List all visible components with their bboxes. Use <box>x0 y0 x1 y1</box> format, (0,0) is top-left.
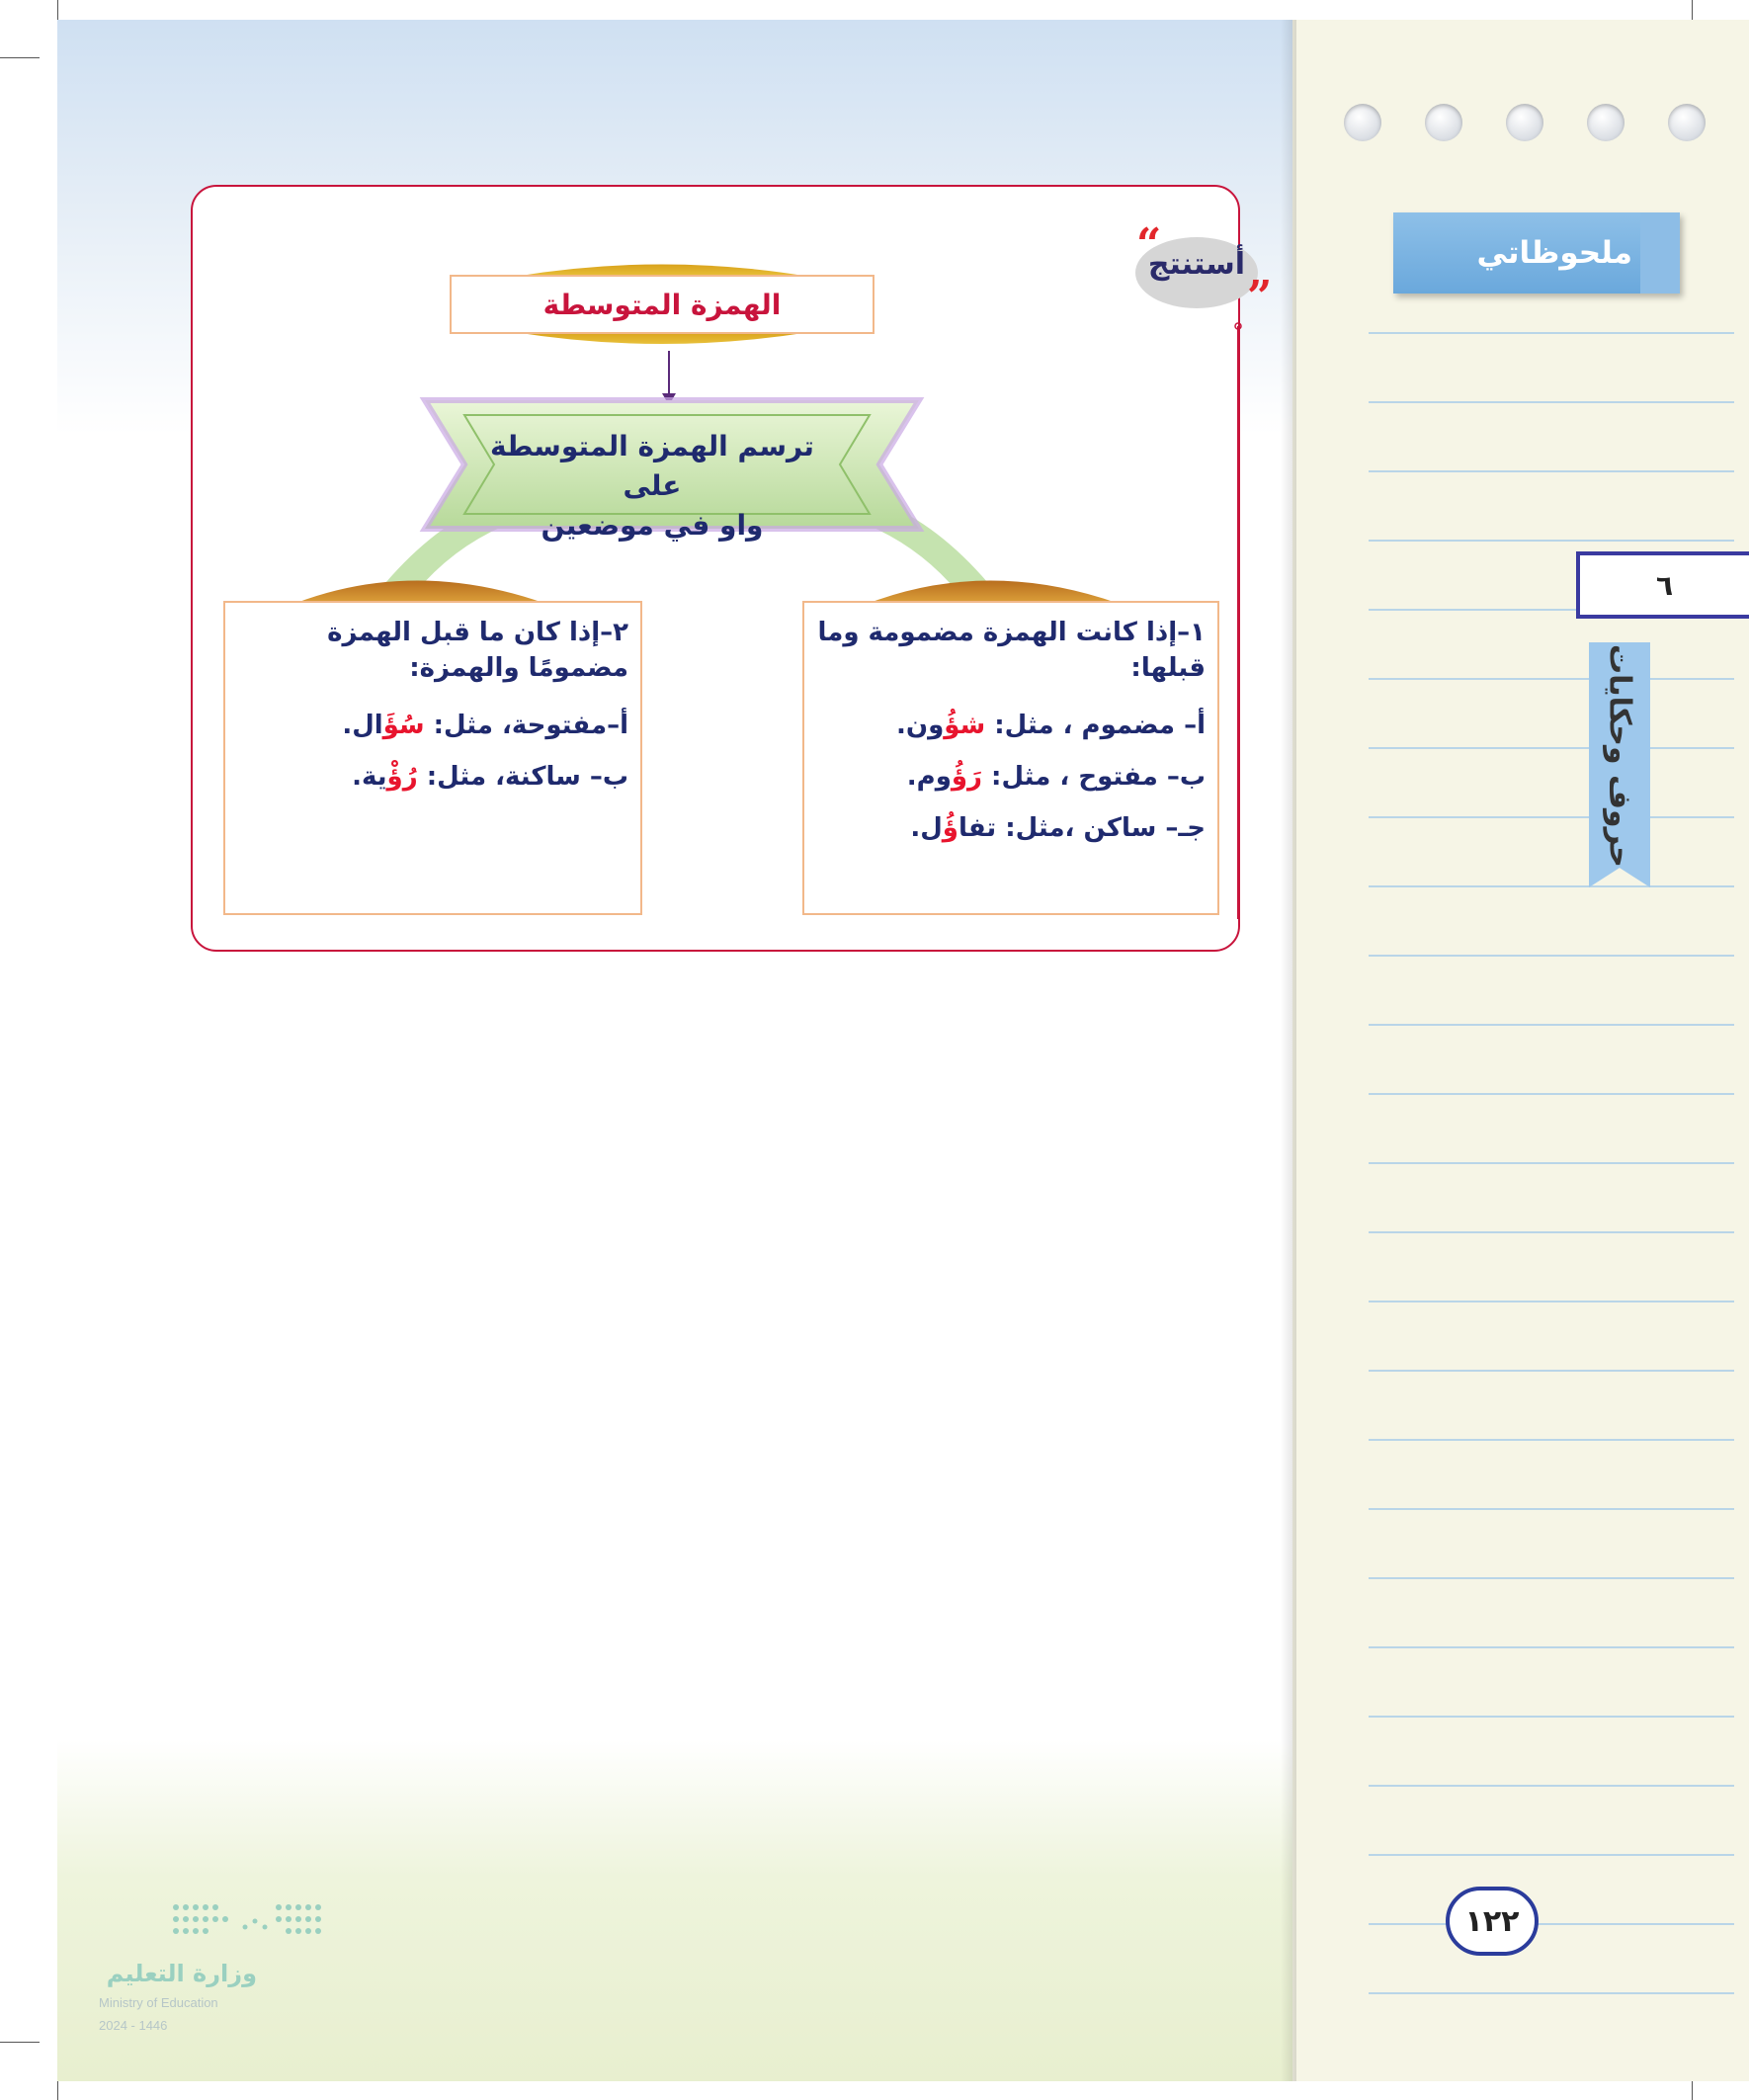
item-text: أ–مفتوحة، مثل: <box>424 711 628 740</box>
quote-mark-left: “ <box>1136 219 1162 270</box>
root-concept-text: الهمزة المتوسطة <box>542 288 782 321</box>
binder-hole <box>1425 104 1462 141</box>
case-two-item-a <box>237 708 628 743</box>
page-number <box>1446 1887 1539 1956</box>
right-box-arch <box>870 581 1117 604</box>
unit-title-wrapper <box>1589 642 1650 870</box>
example-rest: ون. <box>896 711 945 740</box>
example-hamza: ؤُ <box>942 813 958 843</box>
example-hamza: رُؤْ <box>386 762 418 792</box>
example-hamza: سُؤَ <box>382 711 425 740</box>
unit-number: ٦ <box>1655 568 1674 602</box>
case-one-heading: ١–إذا كانت الهمزة مضمومة وما قبلها: <box>817 618 1206 683</box>
activity-label: أستنتج <box>1147 247 1246 282</box>
example-rest: ية. <box>352 762 387 792</box>
item-text: ب– مفتوح ، مثل: <box>982 762 1206 792</box>
case-one-box <box>802 601 1219 915</box>
item-text: جـ– ساكن ،مثل: تفا <box>958 813 1206 843</box>
ribbon-text <box>464 427 840 546</box>
notes-title: ملحوظاتي <box>1476 235 1632 271</box>
case-two-box <box>223 601 642 915</box>
unit-number-box <box>1576 551 1749 619</box>
case-one-item-a <box>816 708 1206 743</box>
crop-mark <box>0 2042 40 2043</box>
root-concept <box>450 275 874 334</box>
ribbon-line: واو في موضعين <box>541 509 764 542</box>
page-number-text: ١٢٢ <box>1464 1903 1520 1939</box>
case-two-item-b <box>237 759 628 795</box>
example-hamza: ؤُ <box>944 711 960 740</box>
left-box-arch <box>296 581 543 604</box>
case-two-heading: ٢–إذا كان ما قبل الهمزة مضمومًا والهمزة: <box>327 618 628 683</box>
ministry-name-en: Ministry of Education <box>99 1995 218 2010</box>
example-rest: وم. <box>906 762 952 792</box>
case-one-item-c <box>816 810 1206 846</box>
example-letter: ش <box>959 711 986 740</box>
ministry-name-ar: وزارة التعليم <box>106 1960 257 1987</box>
notes-panel <box>1292 20 1749 2081</box>
item-text: ب– ساكنة، مثل: <box>417 762 628 792</box>
unit-title: حروف وحكايات <box>1602 644 1637 868</box>
case-one-item-b <box>816 759 1206 795</box>
binder-hole <box>1344 104 1381 141</box>
example-hamza: رَؤُ <box>951 762 982 792</box>
notes-title-tab <box>1393 212 1680 294</box>
binder-hole <box>1587 104 1624 141</box>
example-rest: ال. <box>342 711 383 740</box>
quote-mark-right: ” <box>1247 272 1273 322</box>
item-text: أ– مضموم ، مثل: <box>985 711 1206 740</box>
binder-hole <box>1506 104 1543 141</box>
ministry-logo-icon <box>168 1897 326 1947</box>
ribbon-line: ترسم الهمزة المتوسطة على <box>490 430 814 502</box>
binder-hole <box>1668 104 1706 141</box>
ministry-year: 2024 - 1446 <box>99 2018 168 2033</box>
example-rest: ل. <box>910 813 943 843</box>
